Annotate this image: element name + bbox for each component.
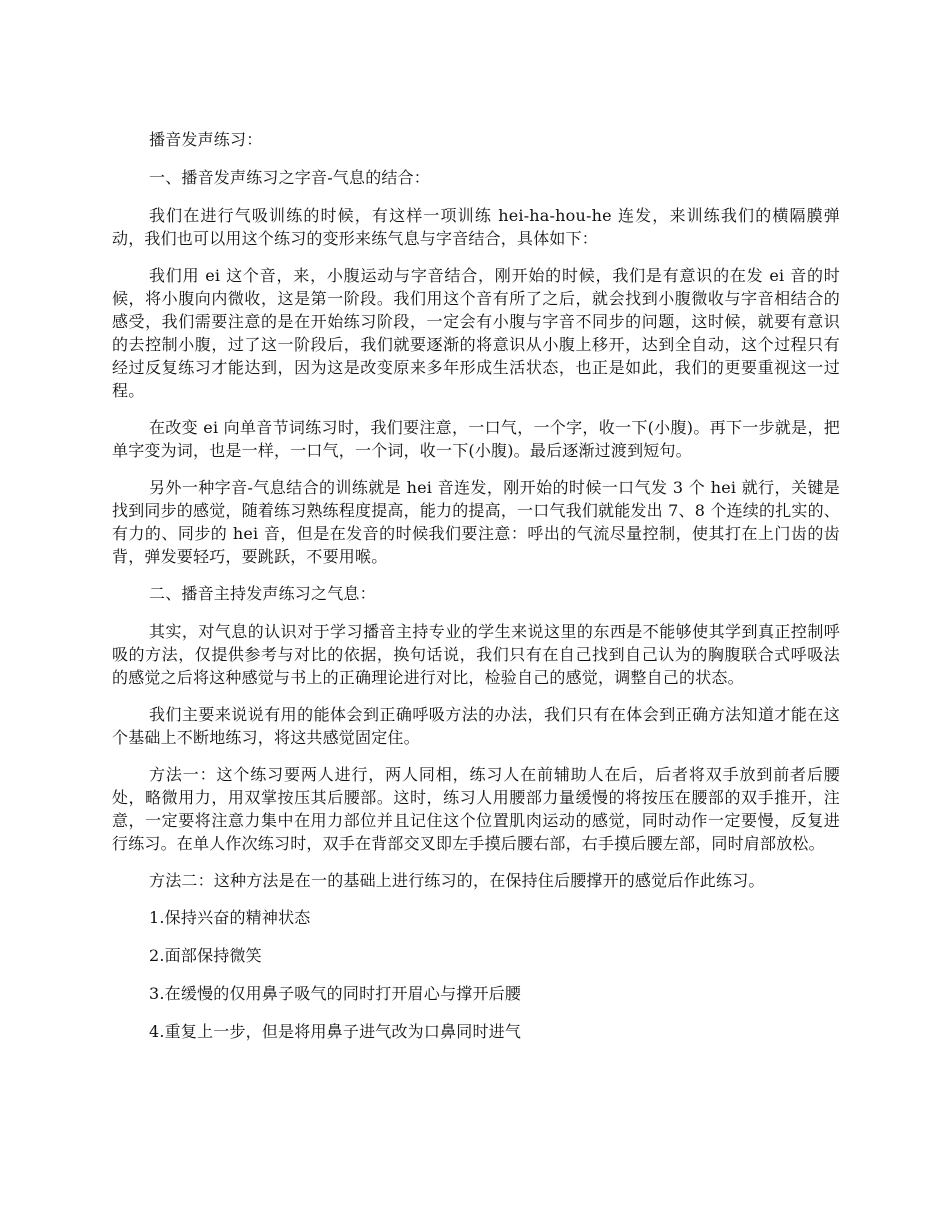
paragraph: 我们在进行气吸训练的时候，有这样一项训练 hei-ha-hou-he 连发，来训练我们的横隔膜弹动，我们也可以用这个练习的变形来练气息与字音结合，具体如下：	[112, 206, 840, 248]
list-item: 1.保持兴奋的精神状态	[149, 908, 311, 927]
paragraph: 我们主要来说说有用的能体会到正确呼吸方法的办法，我们只有在体会到正确方法知道才能在这个基础上不断地练习，将这共感觉固定住。	[112, 705, 840, 747]
paragraph: 方法二：这种方法是在一的基础上进行练习的，在保持住后腰撑开的感觉后作此练习。	[149, 871, 765, 890]
document-title: 播音发声练习：	[149, 130, 263, 149]
paragraph: 在改变 ei 向单音节词练习时，我们要注意，一口气，一个字，收一下(小腹)。再下一步就是，把单字变为词，也是一样，一口气，一个词，收一下(小腹)。最后逐渐过渡到短句。	[112, 418, 840, 460]
paragraph: 方法一：这个练习要两人进行，两人同相，练习人在前辅助人在后，后者将双手放到前者后腰处，略微用力，用双掌按压其后腰部。这时，练习人用腰部力量缓慢的将按压在腰部的双手推开，注意，一定要将注意力集中在用力部位并且记住这个位置肌肉运动的感觉，同时动作一定要慢，反复进行练习。在单人作次练习时，双手在背部交叉即左手摸后腰右部，右手摸后腰左部，同时肩部放松。	[112, 765, 840, 853]
list-item: 4.重复上一步，但是将用鼻子进气改为口鼻同时进气	[149, 1022, 522, 1041]
paragraph: 另外一种字音-气息结合的训练就是 hei 音连发，刚开始的时候一口气发 3 个 hei 就行，关键是找到同步的感觉，随着练习熟练程度提高，能力的提高，一口气我们就能发出 7、8 个连续的扎实的、有力的、同步的 hei 音，但是在发音的时候我们要注意：呼出的气流尽量控制，使其打在上门齿的齿背，弹发要轻巧，要跳跃，不要用喉。	[112, 478, 840, 566]
paragraph: 我们用 ei 这个音，来，小腹运动与字音结合，刚开始的时候，我们是有意识的在发 ei 音的时候，将小腹向内微收，这是第一阶段。我们用这个音有所了之后，就会找到小腹微收与字音相结合的感受，我们需要注意的是在开始练习阶段，一定会有小腹与字音不同步的问题，这时候，就要有意识的去控制小腹，过了这一阶段后，我们就要逐渐的将意识从小腹上移开，达到全自动，这个过程只有经过反复练习才能达到，因为这是改变原来多年形成生活状态，也正是如此，我们的更要重视这一过程。	[112, 266, 840, 400]
section-heading-1: 一、播音发声练习之字音-气息的结合：	[149, 168, 431, 187]
section-heading-2: 二、播音主持发声练习之气息：	[149, 584, 376, 603]
paragraph: 其实，对气息的认识对于学习播音主持专业的学生来说这里的东西是不能够使其学到真正控制呼吸的方法，仅提供参考与对比的依据，换句话说，我们只有在自己找到自己认为的胸腹联合式呼吸法的感觉之后将这种感觉与书上的正确理论进行对比，检验自己的感觉，调整自己的状态。	[112, 622, 840, 687]
list-item: 3.在缓慢的仅用鼻子吸气的同时打开眉心与撑开后腰	[149, 984, 522, 1003]
list-item: 2.面部保持微笑	[149, 946, 262, 965]
